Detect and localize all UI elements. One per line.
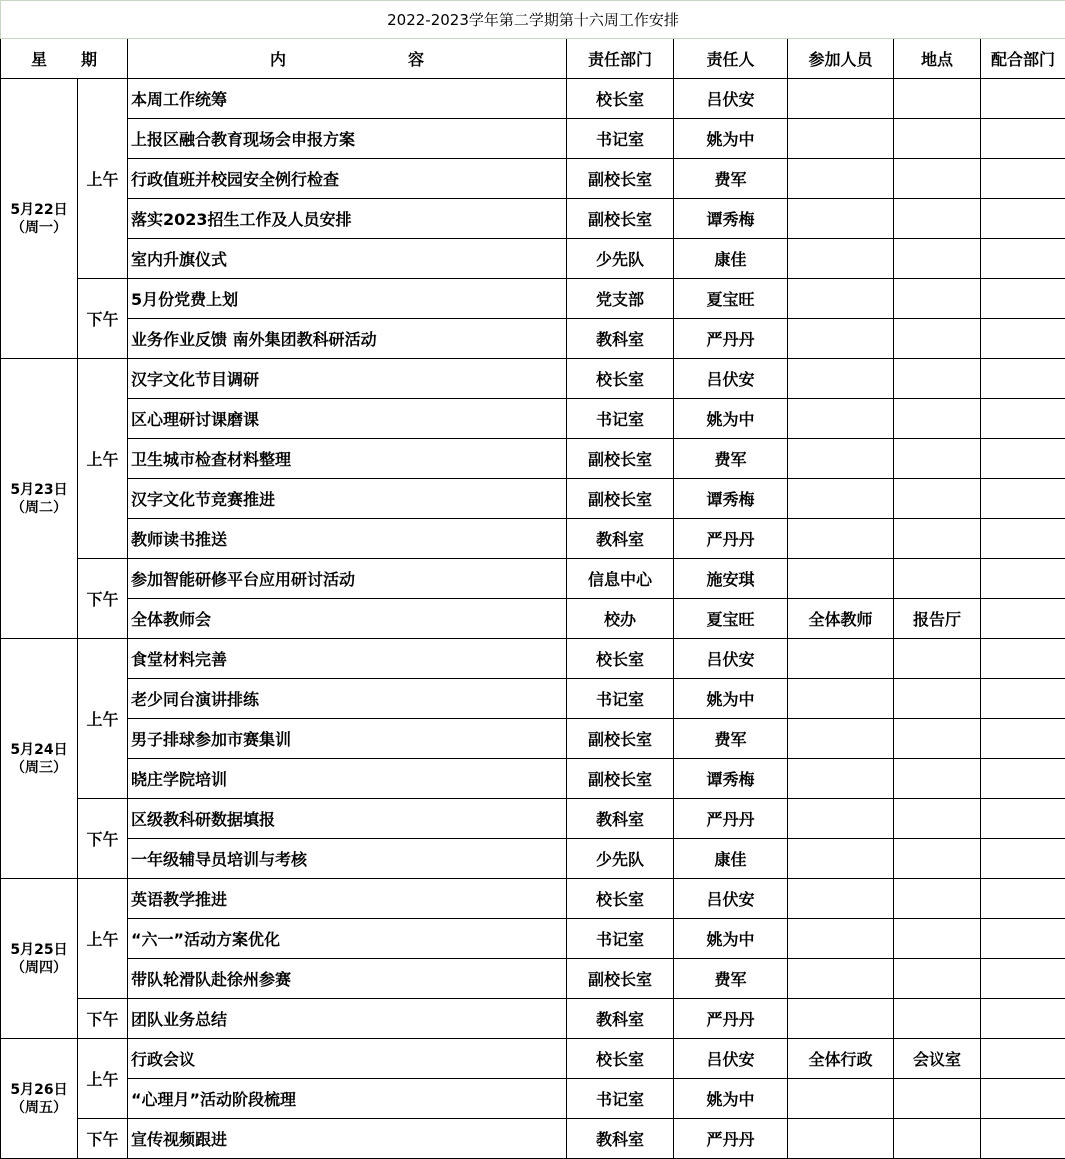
responsible-dept-cell[interactable]: 副校长室 <box>567 159 674 199</box>
location-cell[interactable] <box>894 319 981 359</box>
schedule-row <box>1 79 1065 119</box>
cooperation-dept-cell[interactable] <box>981 279 1065 319</box>
responsible-dept-cell[interactable]: 书记室 <box>567 1079 674 1119</box>
location-cell[interactable] <box>894 719 981 759</box>
location-cell[interactable]: 报告厅 <box>894 599 981 639</box>
location-cell[interactable] <box>894 679 981 719</box>
participants-cell[interactable] <box>788 359 894 399</box>
day-cell[interactable] <box>1 639 78 879</box>
responsible-dept-cell[interactable]: 副校长室 <box>567 759 674 799</box>
location-cell[interactable] <box>894 919 981 959</box>
task-content-cell[interactable]: 卫生城市检查材料整理 <box>128 439 567 479</box>
schedule-row <box>1 759 1065 799</box>
responsible-dept-cell[interactable]: 教科室 <box>567 799 674 839</box>
responsible-person-cell[interactable]: 费军 <box>674 439 788 479</box>
cooperation-dept-cell[interactable] <box>981 999 1065 1039</box>
responsible-dept-cell[interactable]: 校长室 <box>567 879 674 919</box>
location-cell[interactable] <box>894 519 981 559</box>
task-content-cell[interactable]: 食堂材料完善 <box>128 639 567 679</box>
period-cell[interactable]: 下午 <box>78 279 128 359</box>
task-content-cell[interactable]: 老少同台演讲排练 <box>128 679 567 719</box>
schedule-row <box>1 599 1065 639</box>
cooperation-dept-cell[interactable] <box>981 79 1065 119</box>
sheet-title[interactable]: 2022-2023学年第二学期第十六周工作安排 <box>1 1 1065 39</box>
responsible-person-cell[interactable]: 夏宝旺 <box>674 279 788 319</box>
location-cell[interactable] <box>894 399 981 439</box>
header-row <box>1 39 1065 79</box>
cooperation-dept-cell[interactable] <box>981 239 1065 279</box>
task-content-cell[interactable]: “心理月”活动阶段梳理 <box>128 1079 567 1119</box>
cooperation-dept-cell[interactable] <box>981 639 1065 679</box>
responsible-dept-cell[interactable]: 教科室 <box>567 1119 674 1159</box>
cooperation-dept-cell[interactable] <box>981 919 1065 959</box>
participants-cell[interactable] <box>788 199 894 239</box>
responsible-person-cell[interactable]: 严丹丹 <box>674 799 788 839</box>
responsible-person-cell[interactable]: 吕伏安 <box>674 359 788 399</box>
schedule-row <box>1 119 1065 159</box>
participants-cell[interactable] <box>788 519 894 559</box>
location-cell[interactable] <box>894 1119 981 1159</box>
schedule-row <box>1 319 1065 359</box>
day-weekday: （周三） <box>1 759 77 777</box>
task-content-cell[interactable]: 落实2023招生工作及人员安排 <box>128 199 567 239</box>
cooperation-dept-cell[interactable] <box>981 519 1065 559</box>
participants-cell[interactable] <box>788 639 894 679</box>
responsible-dept-cell[interactable]: 信息中心 <box>567 559 674 599</box>
participants-cell[interactable] <box>788 679 894 719</box>
schedule-row <box>1 1119 1065 1159</box>
responsible-dept-cell[interactable]: 校长室 <box>567 79 674 119</box>
participants-cell[interactable] <box>788 999 894 1039</box>
responsible-person-cell[interactable]: 谭秀梅 <box>674 759 788 799</box>
task-content-cell[interactable]: 英语教学推进 <box>128 879 567 919</box>
task-content-cell[interactable]: 业务作业反馈 南外集团教科研活动 <box>128 319 567 359</box>
location-cell[interactable] <box>894 639 981 679</box>
responsible-person-cell[interactable]: 费军 <box>674 719 788 759</box>
task-content-cell[interactable]: 汉字文化节目调研 <box>128 359 567 399</box>
location-cell[interactable] <box>894 1079 981 1119</box>
participants-cell[interactable] <box>788 719 894 759</box>
schedule-row <box>1 999 1065 1039</box>
participants-cell[interactable] <box>788 439 894 479</box>
location-cell[interactable] <box>894 799 981 839</box>
responsible-person-cell[interactable]: 夏宝旺 <box>674 599 788 639</box>
location-cell[interactable] <box>894 239 981 279</box>
day-date: 5月26日 <box>1 1081 77 1099</box>
participants-cell[interactable]: 全体行政 <box>788 1039 894 1079</box>
location-cell[interactable] <box>894 879 981 919</box>
schedule-row <box>1 239 1065 279</box>
schedule-row <box>1 679 1065 719</box>
period-cell[interactable]: 上午 <box>78 79 128 279</box>
day-weekday: （周一） <box>1 219 77 237</box>
task-content-cell[interactable]: 宣传视频跟进 <box>128 1119 567 1159</box>
task-content-cell[interactable]: 区心理研讨课磨课 <box>128 399 567 439</box>
task-content-cell[interactable]: 汉字文化节竞赛推进 <box>128 479 567 519</box>
cooperation-dept-cell[interactable] <box>981 799 1065 839</box>
responsible-person-cell[interactable]: 谭秀梅 <box>674 199 788 239</box>
task-content-cell[interactable]: 上报区融合教育现场会申报方案 <box>128 119 567 159</box>
task-content-cell[interactable]: 全体教师会 <box>128 599 567 639</box>
header-content[interactable] <box>128 39 567 79</box>
schedule-row <box>1 199 1065 239</box>
period-cell[interactable]: 上午 <box>78 879 128 999</box>
schedule-row <box>1 399 1065 439</box>
participants-cell[interactable] <box>788 959 894 999</box>
task-content-cell[interactable]: 5月份党费上划 <box>128 279 567 319</box>
cooperation-dept-cell[interactable] <box>981 559 1065 599</box>
period-cell[interactable]: 下午 <box>78 799 128 879</box>
responsible-dept-cell[interactable]: 教科室 <box>567 519 674 559</box>
task-content-cell[interactable]: 男子排球参加市赛集训 <box>128 719 567 759</box>
schedule-row <box>1 279 1065 319</box>
responsible-dept-cell[interactable]: 副校长室 <box>567 199 674 239</box>
cooperation-dept-cell[interactable] <box>981 119 1065 159</box>
participants-cell[interactable] <box>788 479 894 519</box>
participants-cell[interactable] <box>788 839 894 879</box>
period-cell[interactable]: 上午 <box>78 359 128 559</box>
responsible-dept-cell[interactable]: 书记室 <box>567 679 674 719</box>
responsible-dept-cell[interactable]: 副校长室 <box>567 439 674 479</box>
participants-cell[interactable] <box>788 159 894 199</box>
responsible-person-cell[interactable]: 严丹丹 <box>674 519 788 559</box>
responsible-person-cell[interactable]: 姚为中 <box>674 399 788 439</box>
responsible-dept-cell[interactable]: 副校长室 <box>567 959 674 999</box>
location-cell[interactable] <box>894 479 981 519</box>
responsible-person-cell[interactable]: 姚为中 <box>674 1079 788 1119</box>
responsible-person-cell[interactable]: 姚为中 <box>674 919 788 959</box>
header-dept[interactable]: 责任部门 <box>567 39 674 79</box>
task-content-cell[interactable]: 行政会议 <box>128 1039 567 1079</box>
day-cell[interactable] <box>1 359 78 639</box>
location-cell[interactable] <box>894 439 981 479</box>
cooperation-dept-cell[interactable] <box>981 879 1065 919</box>
responsible-person-cell[interactable]: 费军 <box>674 159 788 199</box>
participants-cell[interactable] <box>788 559 894 599</box>
participants-cell[interactable] <box>788 319 894 359</box>
task-content-cell[interactable]: 参加智能研修平台应用研讨活动 <box>128 559 567 599</box>
cooperation-dept-cell[interactable] <box>981 1079 1065 1119</box>
schedule-row <box>1 879 1065 919</box>
period-cell[interactable]: 下午 <box>78 999 128 1039</box>
responsible-dept-cell[interactable]: 少先队 <box>567 839 674 879</box>
period-cell[interactable]: 下午 <box>78 1119 128 1159</box>
responsible-person-cell[interactable]: 康佳 <box>674 239 788 279</box>
header-weekday[interactable] <box>1 39 128 79</box>
responsible-dept-cell[interactable]: 党支部 <box>567 279 674 319</box>
location-cell[interactable] <box>894 159 981 199</box>
cooperation-dept-cell[interactable] <box>981 1119 1065 1159</box>
responsible-dept-cell[interactable]: 校长室 <box>567 359 674 399</box>
task-content-cell[interactable]: 本周工作统筹 <box>128 79 567 119</box>
schedule-row <box>1 839 1065 879</box>
location-cell[interactable] <box>894 279 981 319</box>
cooperation-dept-cell[interactable] <box>981 959 1065 999</box>
participants-cell[interactable] <box>788 239 894 279</box>
participants-cell[interactable] <box>788 399 894 439</box>
schedule-row <box>1 799 1065 839</box>
day-weekday: （周四） <box>1 959 77 977</box>
header-location[interactable]: 地点 <box>894 39 981 79</box>
location-cell[interactable] <box>894 999 981 1039</box>
responsible-dept-cell[interactable]: 副校长室 <box>567 479 674 519</box>
responsible-person-cell[interactable]: 康佳 <box>674 839 788 879</box>
responsible-dept-cell[interactable]: 书记室 <box>567 119 674 159</box>
responsible-person-cell[interactable]: 严丹丹 <box>674 999 788 1039</box>
participants-cell[interactable] <box>788 279 894 319</box>
location-cell[interactable]: 会议室 <box>894 1039 981 1079</box>
header-weekday-char-2: 期 <box>81 50 97 69</box>
task-content-cell[interactable]: “六一”活动方案优化 <box>128 919 567 959</box>
day-date: 5月22日 <box>1 201 77 219</box>
participants-cell[interactable] <box>788 799 894 839</box>
location-cell[interactable] <box>894 199 981 239</box>
day-date: 5月25日 <box>1 941 77 959</box>
participants-cell[interactable] <box>788 79 894 119</box>
day-date: 5月23日 <box>1 481 77 499</box>
cooperation-dept-cell[interactable] <box>981 319 1065 359</box>
task-content-cell[interactable]: 教师读书推送 <box>128 519 567 559</box>
day-cell[interactable] <box>1 79 78 359</box>
header-weekday-char-1: 星 <box>31 50 47 69</box>
responsible-dept-cell[interactable]: 校长室 <box>567 639 674 679</box>
schedule-row <box>1 1079 1065 1119</box>
location-cell[interactable] <box>894 79 981 119</box>
schedule-row <box>1 1039 1065 1079</box>
location-cell[interactable] <box>894 119 981 159</box>
schedule-row <box>1 439 1065 479</box>
day-cell[interactable] <box>1 879 78 1039</box>
responsible-person-cell[interactable]: 姚为中 <box>674 679 788 719</box>
schedule-row <box>1 559 1065 599</box>
schedule-row <box>1 959 1065 999</box>
cooperation-dept-cell[interactable] <box>981 439 1065 479</box>
period-cell[interactable]: 上午 <box>78 639 128 799</box>
location-cell[interactable] <box>894 959 981 999</box>
cooperation-dept-cell[interactable] <box>981 759 1065 799</box>
responsible-dept-cell[interactable]: 校长室 <box>567 1039 674 1079</box>
schedule-row <box>1 159 1065 199</box>
cooperation-dept-cell[interactable] <box>981 199 1065 239</box>
responsible-dept-cell[interactable]: 少先队 <box>567 239 674 279</box>
header-content-char-1: 内 <box>270 50 286 69</box>
header-cooperation[interactable]: 配合部门 <box>981 39 1065 79</box>
participants-cell[interactable] <box>788 119 894 159</box>
responsible-dept-cell[interactable]: 书记室 <box>567 399 674 439</box>
responsible-dept-cell[interactable]: 书记室 <box>567 919 674 959</box>
schedule-row <box>1 359 1065 399</box>
responsible-person-cell[interactable]: 施安琪 <box>674 559 788 599</box>
cooperation-dept-cell[interactable] <box>981 599 1065 639</box>
responsible-dept-cell[interactable]: 副校长室 <box>567 719 674 759</box>
responsible-dept-cell[interactable]: 校办 <box>567 599 674 639</box>
responsible-person-cell[interactable]: 谭秀梅 <box>674 479 788 519</box>
header-content-char-2: 容 <box>408 50 424 69</box>
task-content-cell[interactable]: 行政值班并校园安全例行检查 <box>128 159 567 199</box>
task-content-cell[interactable]: 区级教科研数据填报 <box>128 799 567 839</box>
schedule-row <box>1 479 1065 519</box>
task-content-cell[interactable]: 团队业务总结 <box>128 999 567 1039</box>
responsible-person-cell[interactable]: 严丹丹 <box>674 319 788 359</box>
day-weekday: （周五） <box>1 1099 77 1117</box>
responsible-dept-cell[interactable]: 教科室 <box>567 999 674 1039</box>
period-cell[interactable]: 下午 <box>78 559 128 639</box>
task-content-cell[interactable]: 带队轮滑队赴徐州参赛 <box>128 959 567 999</box>
cooperation-dept-cell[interactable] <box>981 159 1065 199</box>
schedule-row <box>1 919 1065 959</box>
cooperation-dept-cell[interactable] <box>981 839 1065 879</box>
location-cell[interactable] <box>894 839 981 879</box>
task-content-cell[interactable]: 室内升旗仪式 <box>128 239 567 279</box>
schedule-row <box>1 719 1065 759</box>
responsible-person-cell[interactable]: 费军 <box>674 959 788 999</box>
participants-cell[interactable] <box>788 1079 894 1119</box>
cooperation-dept-cell[interactable] <box>981 1039 1065 1079</box>
schedule-row <box>1 639 1065 679</box>
participants-cell[interactable] <box>788 919 894 959</box>
header-participants[interactable]: 参加人员 <box>788 39 894 79</box>
task-content-cell[interactable]: 晓庄学院培训 <box>128 759 567 799</box>
cooperation-dept-cell[interactable] <box>981 719 1065 759</box>
responsible-person-cell[interactable]: 严丹丹 <box>674 1119 788 1159</box>
participants-cell[interactable] <box>788 759 894 799</box>
cooperation-dept-cell[interactable] <box>981 399 1065 439</box>
cooperation-dept-cell[interactable] <box>981 679 1065 719</box>
location-cell[interactable] <box>894 359 981 399</box>
day-date: 5月24日 <box>1 741 77 759</box>
responsible-person-cell[interactable]: 吕伏安 <box>674 79 788 119</box>
task-content-cell[interactable]: 一年级辅导员培训与考核 <box>128 839 567 879</box>
responsible-person-cell[interactable]: 姚为中 <box>674 119 788 159</box>
cooperation-dept-cell[interactable] <box>981 359 1065 399</box>
schedule-row <box>1 519 1065 559</box>
location-cell[interactable] <box>894 559 981 599</box>
responsible-person-cell[interactable]: 吕伏安 <box>674 1039 788 1079</box>
period-cell[interactable]: 上午 <box>78 1039 128 1119</box>
cooperation-dept-cell[interactable] <box>981 479 1065 519</box>
responsible-dept-cell[interactable]: 教科室 <box>567 319 674 359</box>
responsible-person-cell[interactable]: 吕伏安 <box>674 879 788 919</box>
day-weekday: （周二） <box>1 499 77 517</box>
header-person[interactable]: 责任人 <box>674 39 788 79</box>
participants-cell[interactable]: 全体教师 <box>788 599 894 639</box>
location-cell[interactable] <box>894 759 981 799</box>
day-cell[interactable] <box>1 1039 78 1159</box>
responsible-person-cell[interactable]: 吕伏安 <box>674 639 788 679</box>
participants-cell[interactable] <box>788 1119 894 1159</box>
participants-cell[interactable] <box>788 879 894 919</box>
